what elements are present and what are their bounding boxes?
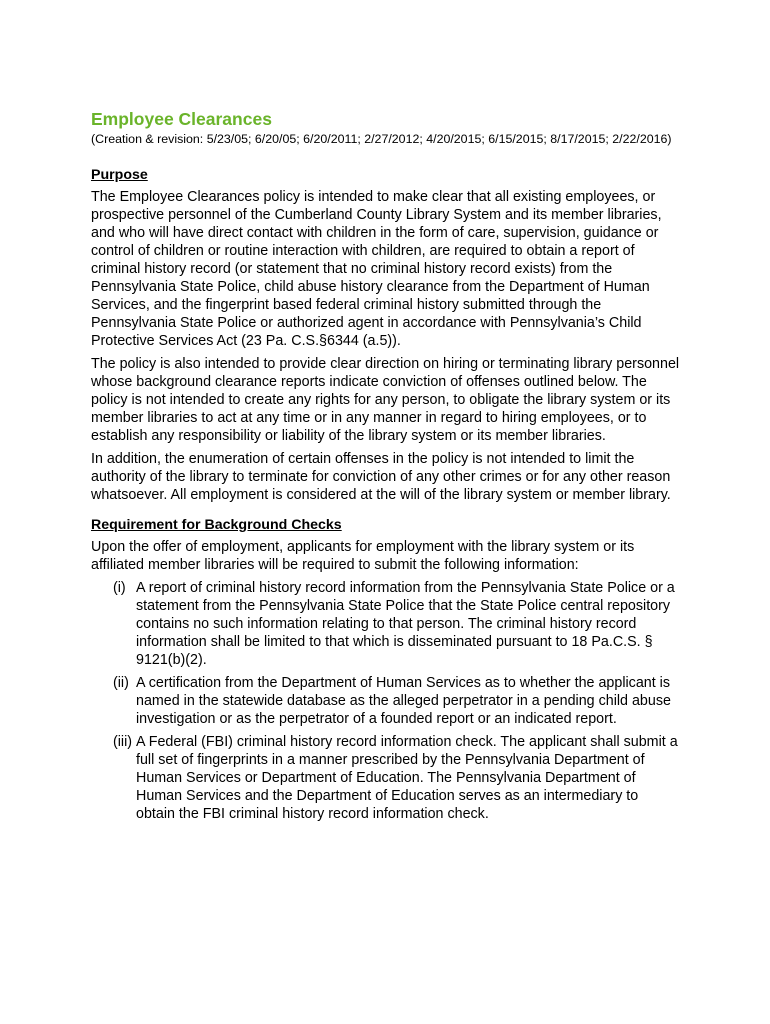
revision-history: (Creation & revision: 5/23/05; 6/20/05; 6/20/2011; 2/27/2012; 4/20/2015; 6/15/2015; 8/17/2015; 2/22/2016) <box>91 132 672 146</box>
document-title: Employee Clearances <box>91 109 272 129</box>
purpose-paragraph: The policy is also intended to provide clear direction on hiring or terminating library personnel whose background clearance reports indicate conviction of offenses outlined below. The policy is not intended to create any rights for any person, to obligate the library system or its member libraries to act at any time or in any manner in regard to hiring employees, or to establish any responsibility or liability of the library system or its member libraries. <box>91 355 680 444</box>
requirement-item-text: A report of criminal history record information from the Pennsylvania State Police or a statement from the Pennsylvania State Police that the State Police central repository contains no such information relating to that person. The criminal history record information shall be limited to that which is disseminated pursuant to 18 Pa.C.S. § 9121(b)(2). <box>136 579 675 668</box>
requirement-item-marker: (iii) <box>113 733 133 750</box>
document-page <box>91 108 681 828</box>
requirement-section <box>91 516 681 823</box>
requirement-item-marker: (ii) <box>113 674 129 691</box>
requirement-item <box>113 579 681 669</box>
requirement-intro: Upon the offer of employment, applicants for employment with the library system or its affiliated member libraries will be required to submit the following information: <box>91 538 635 573</box>
requirement-item <box>113 733 681 823</box>
requirement-item-marker: (i) <box>113 579 126 596</box>
requirement-item <box>113 674 681 728</box>
requirement-item-text: A Federal (FBI) criminal history record information check. The applicant shall submit a full set of fingerprints in a manner prescribed by the Pennsylvania Department of Human Services or Department of Education. The Pennsylvania Department of Human Services and the Department of Education serves as an intermediary to obtain the FBI criminal history record information check. <box>136 733 678 822</box>
requirement-heading: Requirement for Background Checks <box>91 516 342 533</box>
requirement-list <box>91 579 681 823</box>
requirement-item-text: A certification from the Department of Human Services as to whether the applicant is named in the statewide database as the alleged perpetrator in a pending child abuse investigation or as the perpetrator of a founded report or an indicated report. <box>136 674 671 727</box>
purpose-paragraph: The Employee Clearances policy is intended to make clear that all existing employees, or prospective personnel of the Cumberland County Library System and its member libraries, and who will have direct contact with children in the form of care, supervision, guidance or control of children or routine interaction with children, are required to obtain a report of criminal history record (or statement that no criminal history record exists) from the Pennsylvania State Police, child abuse history clearance from the Department of Human Services, and the fingerprint based federal criminal history submitted through the Pennsylvania State Police or authorized agent in accordance with Pennsylvania’s Child Protective Services Act (23 Pa. C.S.§6344 (a.5)). <box>91 188 662 349</box>
purpose-paragraph: In addition, the enumeration of certain offenses in the policy is not intended to limit the authority of the library to terminate for conviction of any other crimes or for any other reason whatsoever. All employment is considered at the will of the library system or member library. <box>91 450 671 503</box>
purpose-heading: Purpose <box>91 166 148 183</box>
purpose-section <box>91 166 681 504</box>
